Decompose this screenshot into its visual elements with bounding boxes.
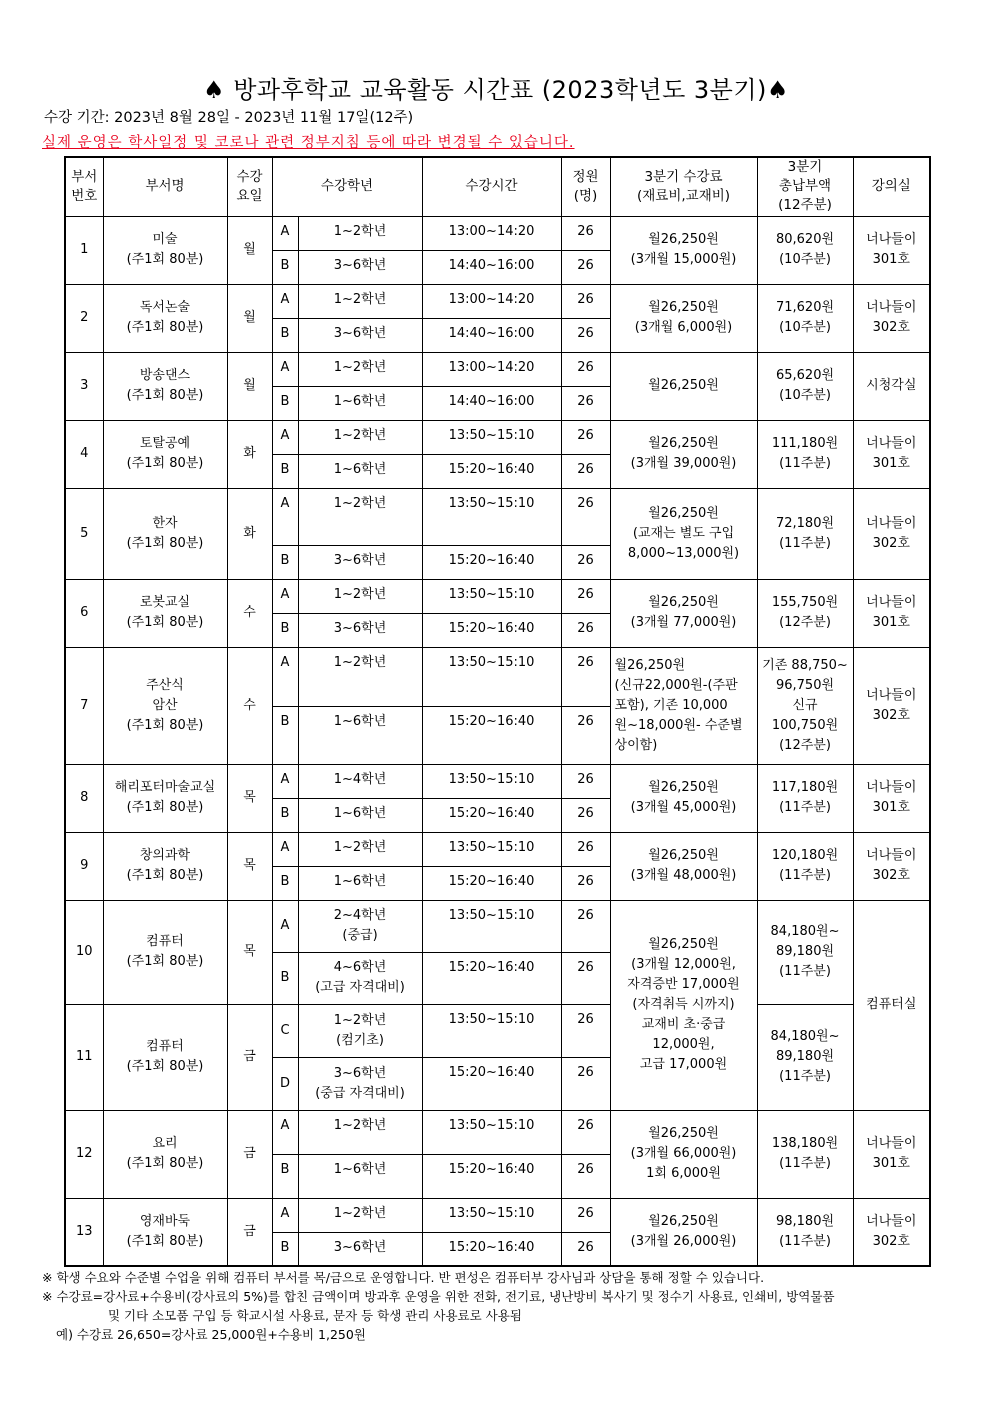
classroom: 너나들이 302호 [853,832,930,900]
section-label: A [272,1110,298,1154]
class-time: 15:20~16:40 [422,1154,561,1198]
section-label: B [272,613,298,647]
class-day: 월 [227,352,272,420]
class-time: 15:20~16:40 [422,613,561,647]
dept-name: 한자 (주1회 80분) [103,488,227,579]
total-payment: 155,750원 (12주분) [757,579,853,647]
table-body [65,216,930,1266]
section-label: A [272,284,298,318]
class-day: 수 [227,647,272,764]
section-label: B [272,1232,298,1266]
dept-no: 7 [65,647,103,764]
classroom: 너나들이 302호 [853,488,930,579]
dept-name: 요리 (주1회 80분) [103,1110,227,1198]
table-row [65,1198,930,1232]
capacity: 26 [561,1198,610,1232]
table-row [65,832,930,866]
class-day: 금 [227,1110,272,1198]
grade-range: 1~2학년 (컴기초) [298,1004,422,1057]
grade-range: 1~2학년 [298,1198,422,1232]
grade-range: 1~6학년 [298,386,422,420]
grade-range: 1~4학년 [298,764,422,798]
capacity: 26 [561,900,610,952]
header-dept-no: 부서 번호 [65,157,103,216]
capacity: 26 [561,832,610,866]
class-time: 13:50~15:10 [422,647,561,706]
grade-range: 1~2학년 [298,420,422,454]
header-fee: 3분기 수강료 (재료비,교재비) [610,157,757,216]
capacity: 26 [561,284,610,318]
table-row [65,352,930,386]
section-label: B [272,545,298,579]
dept-no: 4 [65,420,103,488]
table-row [65,647,930,706]
dept-no: 13 [65,1198,103,1266]
classroom: 너나들이 301호 [853,764,930,832]
grade-range: 3~6학년 (중급 자격대비) [298,1057,422,1110]
class-day: 월 [227,216,272,284]
class-time: 15:20~16:40 [422,1057,561,1110]
dept-name: 토탈공예 (주1회 80분) [103,420,227,488]
classroom: 너나들이 301호 [853,579,930,647]
class-time: 13:50~15:10 [422,764,561,798]
class-time: 15:20~16:40 [422,706,561,764]
class-time: 13:50~15:10 [422,579,561,613]
footnote: 예) 수강료 26,650=강사료 25,000원+수용비 1,250원 [56,1327,366,1342]
class-time: 13:50~15:10 [422,900,561,952]
footnotes [42,1268,972,1344]
grade-range: 1~6학년 [298,866,422,900]
class-time: 13:50~15:10 [422,488,561,545]
grade-range: 1~6학년 [298,798,422,832]
capacity: 26 [561,352,610,386]
table-row [65,1004,930,1057]
total-payment: 117,180원 (11주분) [757,764,853,832]
capacity: 26 [561,952,610,1004]
classroom: 시청각실 [853,352,930,420]
quarter-fee: 월26,250원 (3개월 45,000원) [610,764,757,832]
section-label: B [272,1154,298,1198]
classroom: 너나들이 301호 [853,1110,930,1198]
dept-no: 1 [65,216,103,284]
dept-no: 5 [65,488,103,579]
class-day: 목 [227,832,272,900]
class-time: 13:50~15:10 [422,1004,561,1057]
table-row [65,1110,930,1154]
dept-name: 컴퓨터 (주1회 80분) [103,900,227,1004]
capacity: 26 [561,647,610,706]
quarter-fee: 월26,250원 (3개월 6,000원) [610,284,757,352]
section-label: D [272,1057,298,1110]
class-time: 14:40~16:00 [422,250,561,284]
total-payment: 71,620원 (10주분) [757,284,853,352]
capacity: 26 [561,706,610,764]
dept-no: 3 [65,352,103,420]
section-label: A [272,832,298,866]
grade-range: 2~4학년 (중급) [298,900,422,952]
grade-range: 1~2학년 [298,647,422,706]
grade-range: 1~2학년 [298,579,422,613]
classroom: 너나들이 302호 [853,284,930,352]
section-label: A [272,352,298,386]
total-payment: 138,180원 (11주분) [757,1110,853,1198]
section-label: A [272,647,298,706]
capacity: 26 [561,866,610,900]
section-label: A [272,579,298,613]
class-day: 월 [227,284,272,352]
course-period: 수강 기간: 2023년 8월 28일 - 2023년 11월 17일(12주) [44,110,414,126]
dept-no: 11 [65,1004,103,1110]
grade-range: 3~6학년 [298,1232,422,1266]
class-time: 15:20~16:40 [422,1232,561,1266]
grade-range: 1~2학년 [298,284,422,318]
dept-no: 10 [65,900,103,1004]
class-time: 15:20~16:40 [422,545,561,579]
class-time: 15:20~16:40 [422,952,561,1004]
dept-no: 2 [65,284,103,352]
section-label: A [272,764,298,798]
section-label: A [272,900,298,952]
capacity: 26 [561,420,610,454]
grade-range: 1~2학년 [298,352,422,386]
class-day: 화 [227,488,272,579]
grade-range: 1~2학년 [298,488,422,545]
header-dept-name: 부서명 [103,157,227,216]
total-payment: 65,620원 (10주분) [757,352,853,420]
total-payment: 111,180원 (11주분) [757,420,853,488]
capacity: 26 [561,545,610,579]
total-payment: 72,180원 (11주분) [757,488,853,579]
class-day: 금 [227,1004,272,1110]
class-time: 15:20~16:40 [422,866,561,900]
dept-no: 6 [65,579,103,647]
table-row [65,216,930,250]
quarter-fee: 월26,250원 (3개월 48,000원) [610,832,757,900]
capacity: 26 [561,1232,610,1266]
capacity: 26 [561,764,610,798]
grade-range: 3~6학년 [298,545,422,579]
quarter-fee: 월26,250원 (3개월 66,000원) 1회 6,000원 [610,1110,757,1198]
section-label: A [272,1198,298,1232]
quarter-fee: 월26,250원 (3개월 39,000원) [610,420,757,488]
table-row [65,764,930,798]
capacity: 26 [561,1154,610,1198]
table-row [65,284,930,318]
class-time: 13:00~14:20 [422,284,561,318]
section-label: A [272,488,298,545]
class-time: 13:50~15:10 [422,420,561,454]
class-time: 13:50~15:10 [422,1198,561,1232]
class-time: 13:50~15:10 [422,832,561,866]
footnote: ※ 수강료=강사료+수용비(강사료의 5%)를 합친 금액이며 방과후 운영을 위한 전화, 전기료, 냉난방비 복사기 및 정수기 사용료, 인쇄비, 방역물품 [42,1289,835,1304]
footnote: 및 기타 소모품 구입 등 학교시설 사용료, 문자 등 학생 관리 사용료로 사용됨 [108,1308,522,1323]
class-time: 14:40~16:00 [422,318,561,352]
grade-range: 1~2학년 [298,832,422,866]
grade-range: 1~2학년 [298,1110,422,1154]
table-row [65,579,930,613]
grade-range: 3~6학년 [298,250,422,284]
dept-name: 독서논술 (주1회 80분) [103,284,227,352]
table-row [65,420,930,454]
grade-range: 3~6학년 [298,613,422,647]
table-row [65,900,930,952]
dept-name: 창의과학 (주1회 80분) [103,832,227,900]
quarter-fee: 월26,250원 [610,352,757,420]
dept-no: 9 [65,832,103,900]
page-title: ♠ 방과후학교 교육활동 시간표 (2023학년도 3분기)♠ [203,76,789,104]
class-time: 13:50~15:10 [422,1110,561,1154]
grade-range: 1~6학년 [298,454,422,488]
classroom: 너나들이 301호 [853,216,930,284]
header-time: 수강시간 [422,157,561,216]
section-label: A [272,216,298,250]
class-day: 목 [227,900,272,1004]
dept-name: 컴퓨터 (주1회 80분) [103,1004,227,1110]
header-grade: 수강학년 [272,157,422,216]
computer-fee: 월26,250원 (3개월 12,000원, 자격증반 17,000원 (자격취득 시까지) 교재비 초·중급 12,000원, 고급 17,000원 [610,900,757,1110]
capacity: 26 [561,318,610,352]
header-capacity: 정원 (명) [561,157,610,216]
class-day: 목 [227,764,272,832]
capacity: 26 [561,613,610,647]
quarter-fee: 월26,250원 (3개월 26,000원) [610,1198,757,1266]
capacity: 26 [561,798,610,832]
capacity: 26 [561,1110,610,1154]
class-time: 13:00~14:20 [422,352,561,386]
class-time: 15:20~16:40 [422,454,561,488]
header-total: 3분기 총납부액 (12주분) [757,157,853,216]
section-label: B [272,798,298,832]
capacity: 26 [561,488,610,545]
section-label: B [272,318,298,352]
total-payment: 기존 88,750~ 96,750원 신규 100,750원 (12주분) [757,647,853,764]
class-time: 15:20~16:40 [422,798,561,832]
class-time: 14:40~16:00 [422,386,561,420]
dept-name: 방송댄스 (주1회 80분) [103,352,227,420]
capacity: 26 [561,454,610,488]
section-label: B [272,706,298,764]
dept-name: 로봇교실 (주1회 80분) [103,579,227,647]
total-payment: 84,180원~ 89,180원 (11주분) [757,900,853,1004]
grade-range: 1~6학년 [298,1154,422,1198]
classroom: 너나들이 302호 [853,1198,930,1266]
dept-name: 주산식 암산 (주1회 80분) [103,647,227,764]
classroom: 너나들이 302호 [853,647,930,764]
section-label: C [272,1004,298,1057]
section-label: B [272,454,298,488]
dept-name: 영재바둑 (주1회 80분) [103,1198,227,1266]
total-payment: 120,180원 (11주분) [757,832,853,900]
section-label: B [272,386,298,420]
header-room: 강의실 [853,157,930,216]
class-time: 13:00~14:20 [422,216,561,250]
section-label: A [272,420,298,454]
class-day: 금 [227,1198,272,1266]
table-row [65,488,930,545]
classroom: 컴퓨터실 [853,900,930,1110]
section-label: B [272,952,298,1004]
table-header-row [65,157,930,216]
total-payment: 84,180원~ 89,180원 (11주분) [757,1004,853,1110]
dept-no: 8 [65,764,103,832]
dept-name: 미술 (주1회 80분) [103,216,227,284]
class-day: 화 [227,420,272,488]
quarter-fee: 월26,250원 (3개월 77,000원) [610,579,757,647]
change-notice: 실제 운영은 학사일정 및 코로나 관련 정부지침 등에 따라 변경될 수 있습니다. [42,135,575,151]
footnote: ※ 학생 수요와 수준별 수업을 위해 컴퓨터 부서를 목/금으로 운영합니다. 반 편성은 컴퓨터부 강사님과 상담을 통해 정할 수 있습니다. [42,1270,765,1285]
capacity: 26 [561,1004,610,1057]
schedule-table [64,156,931,1267]
capacity: 26 [561,1057,610,1110]
dept-name: 해리포터마술교실 (주1회 80분) [103,764,227,832]
section-label: B [272,866,298,900]
header-day: 수강 요일 [227,157,272,216]
quarter-fee: 월26,250원 (교재는 별도 구입 8,000~13,000원) [610,488,757,579]
total-payment: 80,620원 (10주분) [757,216,853,284]
capacity: 26 [561,579,610,613]
capacity: 26 [561,386,610,420]
grade-range: 1~2학년 [298,216,422,250]
grade-range: 3~6학년 [298,318,422,352]
classroom: 너나들이 301호 [853,420,930,488]
section-label: B [272,250,298,284]
total-payment: 98,180원 (11주분) [757,1198,853,1266]
grade-range: 4~6학년 (고급 자격대비) [298,952,422,1004]
class-day: 수 [227,579,272,647]
capacity: 26 [561,216,610,250]
dept-no: 12 [65,1110,103,1198]
quarter-fee: 월26,250원 (3개월 15,000원) [610,216,757,284]
capacity: 26 [561,250,610,284]
grade-range: 1~6학년 [298,706,422,764]
quarter-fee: 월26,250원 (신규22,000원-(주판 포함), 기존 10,000 원~18,000원- 수준별 상이함) [610,647,757,764]
